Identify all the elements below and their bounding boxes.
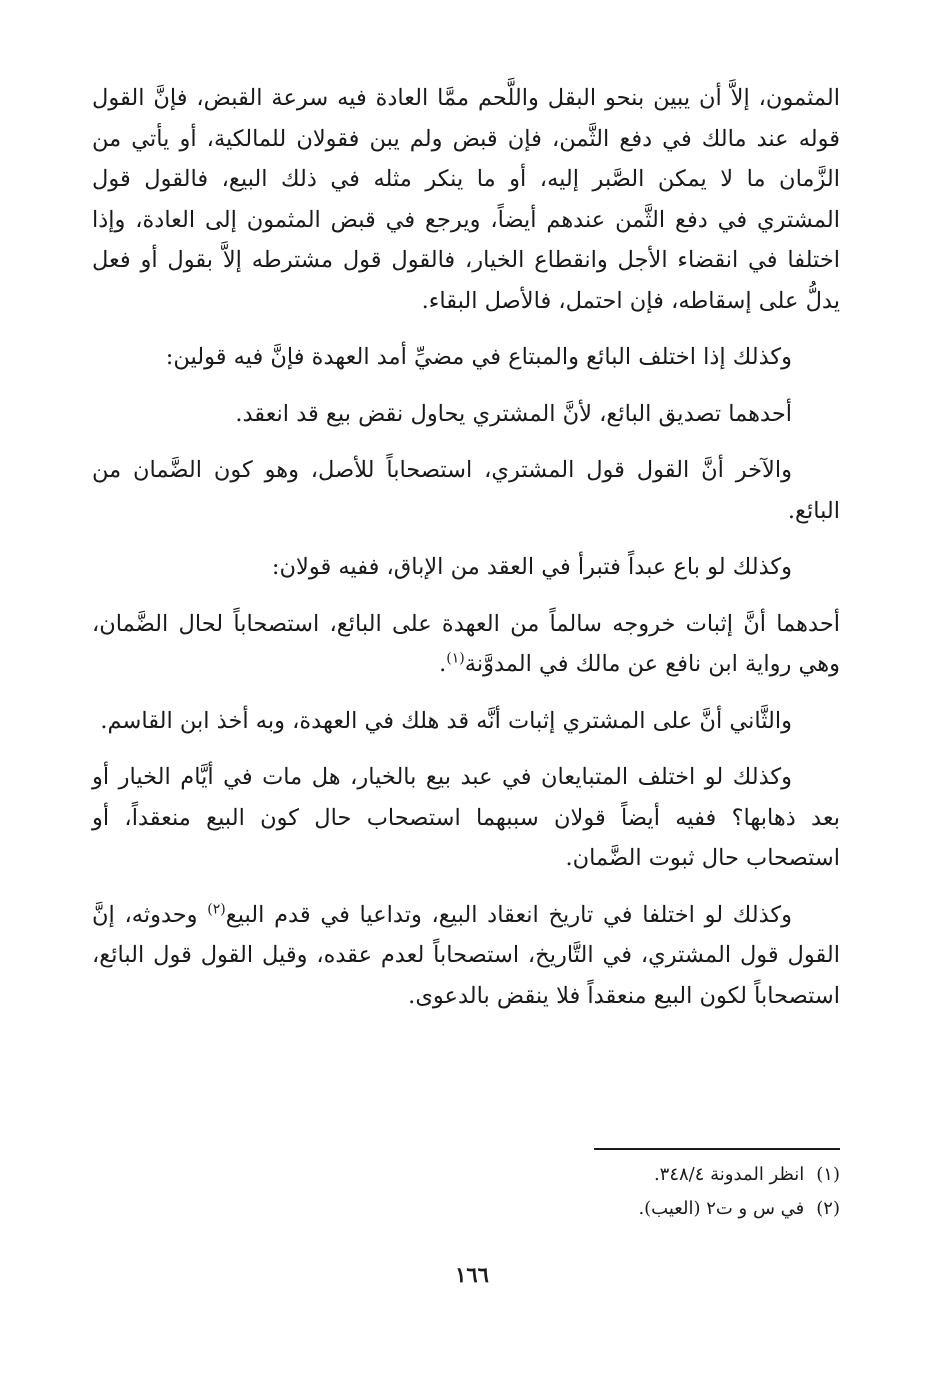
paragraph-9: وكذلك لو اختلفا في تاريخ انعقاد البيع، وتداعيا في قدم البيع$^{(٢)}$ وحدوثه، إنَّ القول قول المشتري، في التَّاريخ، استصحاباً لعدم عقده، وقيل القول قول البائع، استصحاباً لكون البيع منعقداً فلا ينقض بالدعوى. [92, 901, 840, 1009]
main-text [92, 78, 840, 1032]
page-number: ١٦٦ [455, 1262, 489, 1287]
footnote-2 [92, 1192, 840, 1226]
paragraph-7: والثَّاني أنَّ على المشتري إثبات أنَّه قد هلك في العهدة، وبه أخذ ابن القاسم. [100, 707, 792, 734]
paragraph-6: أحدهما أنَّ إثبات خروجه سالماً من العهدة على البائع، استصحاباً لحال الضَّمان، وهي رواية ابن نافع عن مالك في المدوَّنة$^{(١)}$. [92, 610, 840, 677]
paragraph-3: أحدهما تصديق البائع، لأنَّ المشتري يحاول نقض بيع قد انعقد. [235, 400, 792, 427]
paragraph-2: وكذلك إذا اختلف البائع والمبتاع في مضيِّ أمد العهدة فإنَّ فيه قولين: [165, 344, 792, 370]
footnote-1 [92, 1158, 840, 1192]
footnotes [92, 1148, 840, 1226]
paragraph-8: وكذلك لو اختلف المتبايعان في عبد بيع بالخيار، هل مات في أيَّام الخيار أو بعد ذهابها؟ ففيه أيضاً قولان سببهما استصحاب حال كون البيع منعقداً، أو استصحاب حال ثبوت الضَّمان. [92, 764, 840, 871]
footnote-divider [594, 1148, 840, 1150]
paragraph-4: والآخر أنَّ القول قول المشتري، استصحاباً للأصل، وهو كون الضَّمان من البائع. [92, 457, 840, 524]
footnote-ref-1[interactable]: (١) [446, 650, 465, 667]
paragraph-1: المثمون، إلاَّ أن يبين بنحو البقل واللَّحم ممَّا العادة فيه سرعة القبض، فإنَّ القول قوله عند مالك في دفع الثَّمن، فإن قبض ولم يبن فقولان للمالكية، أو يأتي من الزَّمان ما لا يمكن الصَّبر إليه، أو ما ينكر مثله في ذلك البيع، فالقول قول المشتري في دفع الثَّمن عندهم أيضاً، ويرجع في قبض المثمون إلى العادة، وإذا اختلفا في انقضاء الأجل وانقطاع الخيار، فالقول قول مشترطه إلاَّ بقول أو فعل يدلُّ على إسقاطه، فإن احتمل، فالأصل البقاء. [92, 85, 840, 314]
footnote-text: في س و ت٢ (العيب). [638, 1198, 805, 1219]
footnote-number: (٢) [816, 1198, 840, 1219]
paragraph-5: وكذلك لو باع عبداً فتبرأ في العقد من الإباق، ففيه قولان: [271, 554, 792, 580]
footnote-number: (١) [816, 1164, 840, 1185]
footnote-ref-2[interactable]: (٢) [207, 901, 226, 917]
footnote-text: انظر المدونة ٣٤٨/٤. [653, 1164, 805, 1185]
